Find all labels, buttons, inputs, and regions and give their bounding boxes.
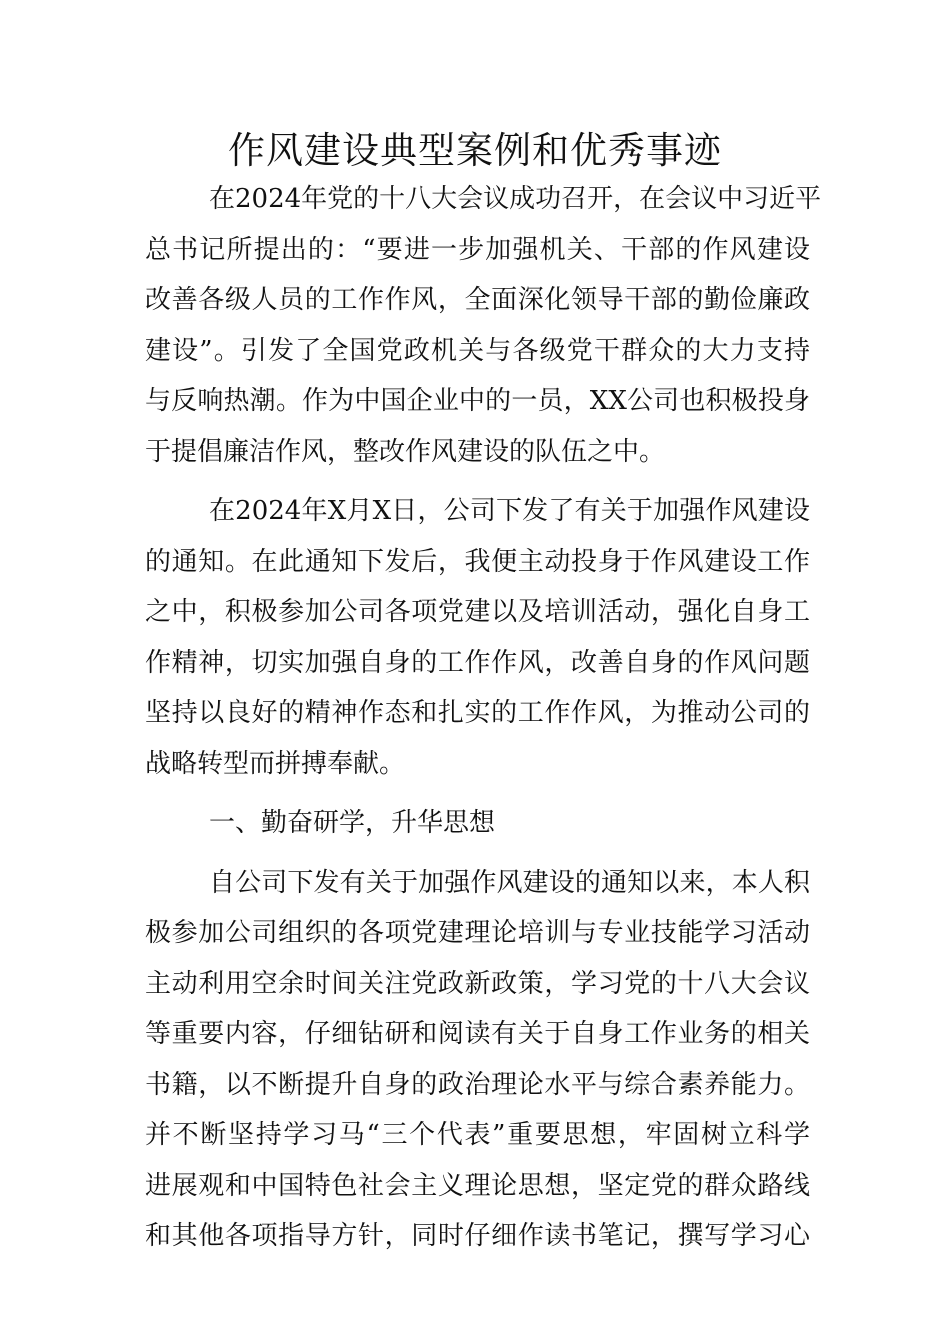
section-heading-text: 一、勤奋研学，升华思想 — [209, 808, 496, 838]
text-line: 之中，积极参加公司各项党建以及培训活动，强化自身工 — [145, 597, 810, 627]
text-line: 并不断坚持学习马“三个代表”重要思想，牢固树立科学 — [145, 1120, 810, 1150]
paragraph-intro — [145, 174, 822, 477]
text-line: 总书记所提出的：“要进一步加强机关、干部的作风建设 — [145, 234, 810, 265]
text-line: 战略转型而拼搏奉献。 — [145, 748, 406, 779]
text-line: 极参加公司组织的各项党建理论培训与专业技能学习活动 — [145, 918, 810, 948]
text-line: 进展观和中国特色社会主义理论思想，坚定党的群众路线 — [145, 1170, 810, 1201]
text-line: 建设”。引发了全国党政机关与各级党干群众的大力支持 — [145, 335, 810, 366]
text-line: 于提倡廉洁作风，整改作风建设的队伍之中。 — [145, 436, 666, 467]
text-line: 等重要内容，仔细钻研和阅读有关于自身工作业务的相关 — [145, 1019, 810, 1049]
text-line: 与反响热潮。作为中国企业中的一员，XX公司也积极投身 — [145, 386, 810, 416]
text-line: 自公司下发有关于加强作风建设的通知以来，本人积 — [209, 867, 810, 898]
text-line: 主动利用空余时间关注党政新政策，学习党的十八大会议 — [145, 968, 810, 999]
paragraph-spacer — [145, 477, 810, 486]
paragraph-spacer — [145, 789, 810, 798]
text-line: 作精神，切实加强自身的工作作风，改善自身的作风问题 — [145, 647, 810, 678]
paragraph-notice — [145, 486, 810, 789]
document-title: 作风建设典型案例和优秀事迹 — [228, 129, 722, 172]
text-line: 坚持以良好的精神作态和扎实的工作作风，为推动公司的 — [145, 698, 810, 728]
paragraph-study — [145, 858, 810, 1262]
paragraph-spacer — [145, 849, 810, 858]
document-body — [145, 174, 822, 1262]
section-heading — [145, 798, 810, 849]
text-line: 书籍，以不断提升自身的政治理论水平与综合素养能力。 — [145, 1069, 810, 1100]
text-line: 和其他各项指导方针，同时仔细作读书笔记，撰写学习心 — [145, 1221, 810, 1251]
text-line: 的通知。在此通知下发后，我便主动投身于作风建设工作 — [145, 546, 810, 577]
text-line: 改善各级人员的工作作风，全面深化领导干部的勤俭廉政 — [145, 285, 810, 315]
text-line: 在2024年党的十八大会议成功召开，在会议中习近平 — [209, 184, 822, 214]
text-line: 在2024年X月X日，公司下发了有关于加强作风建设 — [209, 496, 810, 526]
